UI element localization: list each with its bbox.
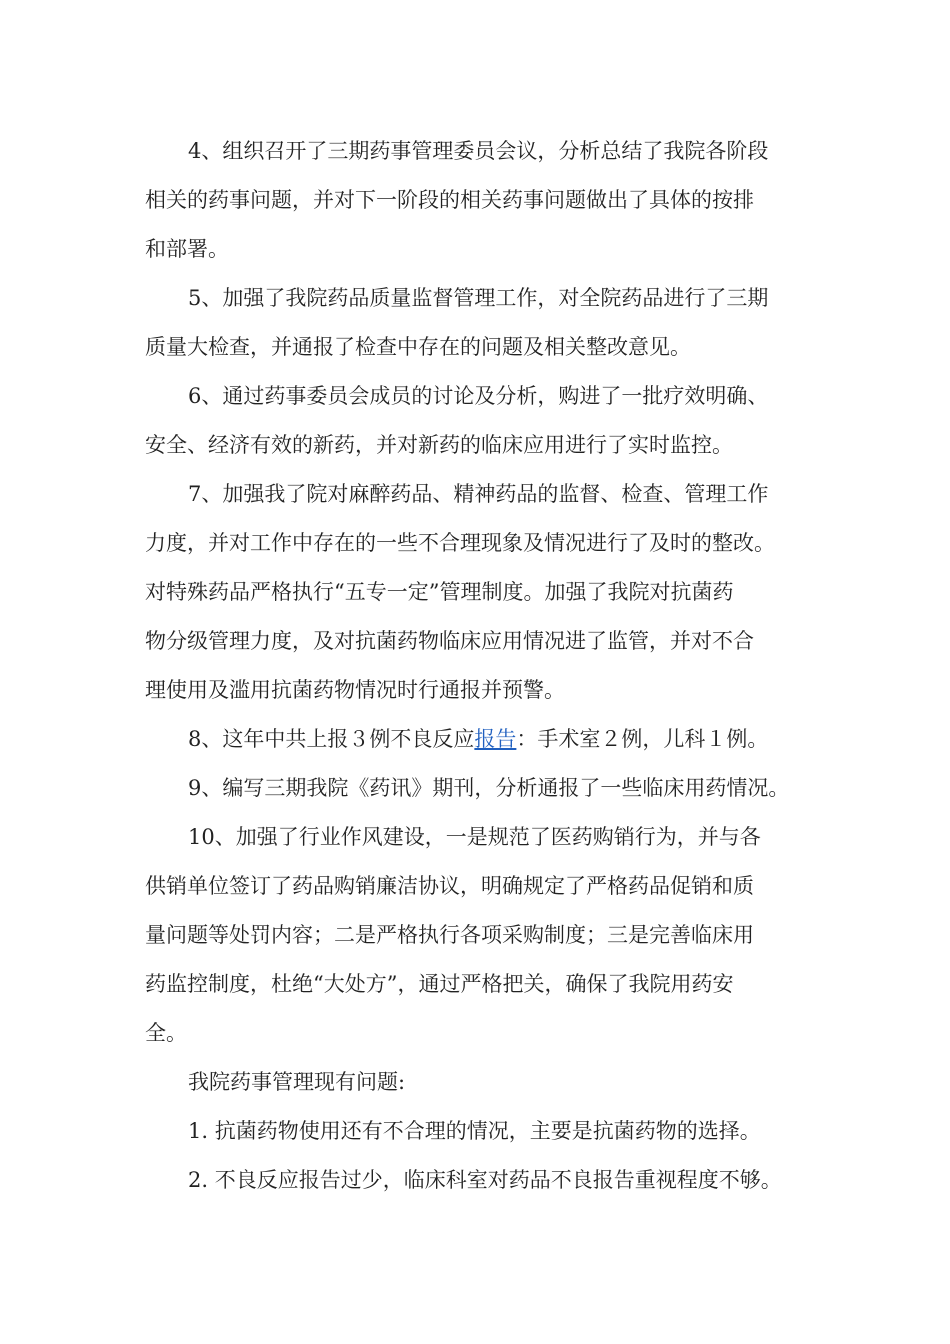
paragraph-item-10 (145, 813, 845, 1058)
paragraph-item-9 (145, 764, 845, 813)
paragraph-line: 全。 (145, 1021, 187, 1045)
paragraph-line: 7、加强我了院对麻醉药品、精神药品的监督、检查、管理工作 (188, 482, 769, 506)
paragraph-item-8 (145, 715, 845, 764)
document-body (145, 127, 845, 1205)
paragraph-line: 理使用及滥用抗菌药物情况时行通报并预警。 (145, 678, 565, 702)
paragraph-line: 10、加强了行业作风建设，一是规范了医药购销行为，并与各 (188, 825, 761, 849)
paragraph-line: 物分级管理力度，及对抗菌药物临床应用情况进了监管，并对不合 (145, 629, 754, 653)
paragraph-item-5 (145, 274, 845, 372)
paragraph-line: 药监控制度，杜绝“大处方”，通过严格把关，确保了我院用药安 (145, 972, 734, 996)
paragraph-line: 安全、经济有效的新药，并对新药的临床应用进行了实时监控。 (145, 433, 733, 457)
issue-item-1: 1. 抗菌药物使用还有不合理的情况，主要是抗菌药物的选择。 (188, 1119, 761, 1143)
paragraph-line: 9、编写三期我院《药讯》期刊，分析通报了一些临床用药情况。 (188, 776, 790, 800)
paragraph-line: 4、组织召开了三期药事管理委员会议，分析总结了我院各阶段 (188, 139, 769, 163)
paragraph-line: 5、加强了我院药品质量监督管理工作，对全院药品进行了三期 (188, 286, 769, 310)
paragraph-line (145, 715, 845, 764)
paragraph-line: 质量大检查，并通报了检查中存在的问题及相关整改意见。 (145, 335, 691, 359)
paragraph-line: 和部署。 (145, 237, 229, 261)
paragraph-item-6 (145, 372, 845, 470)
report-link[interactable]: 报告 (474, 727, 517, 751)
issue-item-2: 2. 不良反应报告过少，临床科室对药品不良报告重视程度不够。 (188, 1168, 782, 1192)
paragraph-line: 量问题等处罚内容；二是严格执行各项采购制度；三是完善临床用 (145, 923, 754, 947)
paragraph-text: 8、这年中共上报３例不良反应 (188, 727, 475, 751)
issues-heading: 我院药事管理现有问题: (188, 1070, 406, 1094)
paragraph-line: 6、通过药事委员会成员的讨论及分析，购进了一批疗效明确、 (188, 384, 769, 408)
paragraph-line: 相关的药事问题，并对下一阶段的相关药事问题做出了具体的按排 (145, 188, 754, 212)
paragraph-line: 对特殊药品严格执行“五专一定”管理制度。加强了我院对抗菌药 (145, 580, 734, 604)
paragraph-item-7 (145, 470, 845, 715)
paragraph-line: 供销单位签订了药品购销廉洁协议，明确规定了严格药品促销和质 (145, 874, 754, 898)
paragraph-line: 力度，并对工作中存在的一些不合理现象及情况进行了及时的整改。 (145, 531, 775, 555)
paragraph-text: ：手术室２例，儿科１例。 (516, 727, 769, 751)
paragraph-item-4 (145, 127, 845, 274)
